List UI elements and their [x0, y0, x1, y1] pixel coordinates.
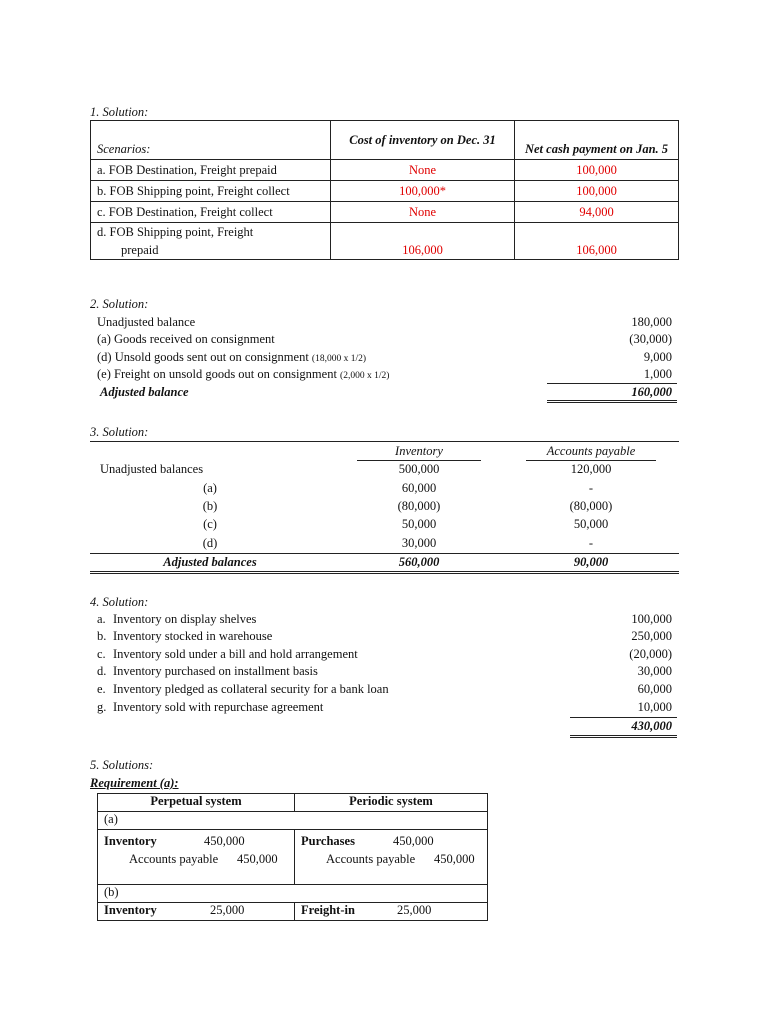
- s2-item-text: (d) Unsold goods sent out on consignment: [97, 350, 309, 364]
- s4-item-value: 250,000: [631, 629, 672, 643]
- table-header-row: [98, 794, 488, 812]
- s2-item-label: [97, 367, 389, 382]
- entry-label-b: (b): [98, 885, 488, 903]
- s4-item-letter: g.: [97, 700, 107, 714]
- credit-amount: 450,000: [434, 852, 475, 866]
- s2-item-value: 9,000: [643, 350, 672, 364]
- table-row: [98, 830, 488, 885]
- s3-inventory-value: 50,000: [401, 517, 437, 531]
- s2-total-label: Adjusted balance: [100, 385, 189, 399]
- scenario-label: b. FOB Shipping point, Freight collect: [91, 181, 331, 202]
- credit-amount: 450,000: [237, 852, 278, 866]
- table-header-row: [91, 121, 679, 160]
- table-row: [98, 903, 488, 921]
- header-scenarios: Scenarios:: [91, 121, 331, 160]
- s3-row-label: Unadjusted balances: [100, 462, 204, 476]
- total-double-rule: [570, 735, 677, 738]
- subtotal-rule: [570, 717, 677, 718]
- journal-debit-line: [104, 903, 288, 918]
- s4-item: [97, 612, 256, 627]
- debit-account: Freight-in: [301, 903, 355, 917]
- debit-account: Inventory: [104, 834, 157, 848]
- s4-item-label: Inventory pledged as collateral security for a bank loan: [113, 682, 389, 696]
- cost-value: None: [331, 202, 515, 223]
- header-perpetual: Perpetual system: [98, 794, 295, 812]
- scenario-label: a. FOB Destination, Freight prepaid: [91, 160, 331, 181]
- s2-item-text: (e) Freight on unsold goods out on consignment: [97, 367, 337, 381]
- s4-item-value: (20,000): [629, 647, 672, 661]
- header-periodic: Periodic system: [295, 794, 488, 812]
- debit-account: Purchases: [301, 834, 355, 848]
- net-value: 100,000: [515, 160, 679, 181]
- net-value: 100,000: [515, 181, 679, 202]
- s2-item-label: [97, 350, 366, 365]
- scenario-label-line2: prepaid: [121, 243, 159, 257]
- table-row: [91, 202, 679, 223]
- s4-item-label: Inventory sold under a bill and hold arrangement: [113, 647, 358, 661]
- table-row: [91, 181, 679, 202]
- net-value: 106,000: [515, 223, 679, 260]
- journal-credit-line: [301, 850, 481, 868]
- scenario-label: c. FOB Destination, Freight collect: [91, 202, 331, 223]
- debit-amount: 25,000: [210, 903, 245, 917]
- s4-item: [97, 629, 272, 644]
- s3-row-label: (b): [202, 499, 218, 513]
- cost-value: None: [331, 160, 515, 181]
- s4-item-letter: d.: [97, 664, 107, 678]
- section-1-title: 1. Solution:: [90, 105, 149, 119]
- net-value: 94,000: [515, 202, 679, 223]
- s4-item: [97, 700, 323, 715]
- col-header-inventory: Inventory: [395, 444, 443, 458]
- s3-ap-value: 120,000: [570, 462, 612, 476]
- requirement-a-heading: Requirement (a):: [90, 776, 179, 790]
- cost-value: 106,000: [331, 223, 515, 260]
- table-row: [91, 160, 679, 181]
- s3-inventory-value: 60,000: [401, 481, 437, 495]
- debit-amount: 450,000: [204, 834, 245, 848]
- s3-total-label: Adjusted balances: [163, 555, 257, 569]
- s4-item: [97, 682, 389, 697]
- header-underline: [526, 460, 656, 461]
- debit-amount: 450,000: [393, 834, 434, 848]
- s2-item-note: (18,000 x 1/2): [311, 354, 367, 364]
- s3-ap-value: (80,000): [569, 499, 613, 513]
- s3-ap-value: 50,000: [573, 517, 609, 531]
- header-cost-of-inventory: Cost of inventory on Dec. 31: [331, 121, 515, 160]
- scenario-label-line1: d. FOB Shipping point, Freight: [97, 225, 254, 239]
- debit-amount: 25,000: [397, 903, 432, 917]
- cost-value: 100,000*: [331, 181, 515, 202]
- s3-inventory-value: 30,000: [401, 536, 437, 550]
- s4-item-value: 10,000: [637, 700, 672, 714]
- table-row: [98, 885, 488, 903]
- s4-item-letter: e.: [97, 682, 106, 696]
- s4-item-label: Inventory purchased on installment basis: [113, 664, 318, 678]
- s3-inventory-value: (80,000): [397, 499, 441, 513]
- scenario-label: [91, 223, 331, 260]
- s4-item-letter: a.: [97, 612, 106, 626]
- s2-item-label: (a) Goods received on consignment: [97, 332, 275, 346]
- journal-debit-line: [301, 903, 481, 918]
- s4-item: [97, 664, 318, 679]
- table-row: [91, 223, 679, 260]
- entry-label-a: (a): [98, 812, 488, 830]
- section-5-title: 5. Solutions:: [90, 758, 154, 772]
- s3-row-label: (a): [203, 481, 217, 495]
- credit-account: Accounts payable: [129, 852, 219, 866]
- s3-total-inventory: 560,000: [398, 555, 440, 569]
- s3-row-label: (d): [202, 536, 218, 550]
- s2-total-value: 160,000: [631, 385, 672, 399]
- table-top-rule: [90, 441, 679, 442]
- journal-debit-line: [301, 832, 481, 850]
- s2-item-value: (30,000): [629, 332, 672, 346]
- fob-scenarios-table: [90, 120, 679, 260]
- table-row: [98, 812, 488, 830]
- s4-item-value: 60,000: [637, 682, 672, 696]
- journal-debit-line: [104, 832, 288, 850]
- periodic-entry-a: [295, 830, 488, 885]
- s2-item-value: 1,000: [643, 367, 672, 381]
- s4-item: [97, 647, 358, 662]
- s3-ap-value: -: [588, 481, 594, 495]
- periodic-entry-b: [295, 903, 488, 921]
- s3-total-ap: 90,000: [573, 555, 609, 569]
- s2-item-label: Unadjusted balance: [97, 315, 196, 329]
- section-4-title: 4. Solution:: [90, 595, 149, 609]
- s4-item-letter: b.: [97, 629, 107, 643]
- s4-item-value: 100,000: [631, 612, 672, 626]
- s3-inventory-value: 500,000: [398, 462, 440, 476]
- s3-ap-value: -: [588, 536, 594, 550]
- s4-item-letter: c.: [97, 647, 106, 661]
- s2-item-note: (2,000 x 1/2): [340, 371, 390, 381]
- subtotal-rule: [90, 553, 679, 554]
- s2-item-value: 180,000: [631, 315, 672, 329]
- debit-account: Inventory: [104, 903, 157, 917]
- s3-row-label: (c): [203, 517, 217, 531]
- header-underline: [357, 460, 481, 461]
- header-net-cash-payment: Net cash payment on Jan. 5: [515, 121, 679, 160]
- s4-item-label: Inventory sold with repurchase agreement: [113, 700, 324, 714]
- s4-item-label: Inventory stocked in warehouse: [113, 629, 273, 643]
- section-2-title: 2. Solution:: [90, 297, 149, 311]
- s4-total-value: 430,000: [631, 719, 672, 733]
- subtotal-rule: [547, 383, 677, 384]
- total-double-rule: [547, 400, 677, 403]
- journal-credit-line: [104, 850, 288, 868]
- col-header-accounts-payable: Accounts payable: [546, 444, 636, 458]
- total-double-rule: [90, 571, 679, 574]
- section-3-title: 3. Solution:: [90, 425, 149, 439]
- journal-entries-table: [97, 793, 488, 921]
- perpetual-entry-a: [98, 830, 295, 885]
- perpetual-entry-b: [98, 903, 295, 921]
- credit-account: Accounts payable: [326, 852, 416, 866]
- s4-item-value: 30,000: [637, 664, 672, 678]
- s4-item-label: Inventory on display shelves: [113, 612, 257, 626]
